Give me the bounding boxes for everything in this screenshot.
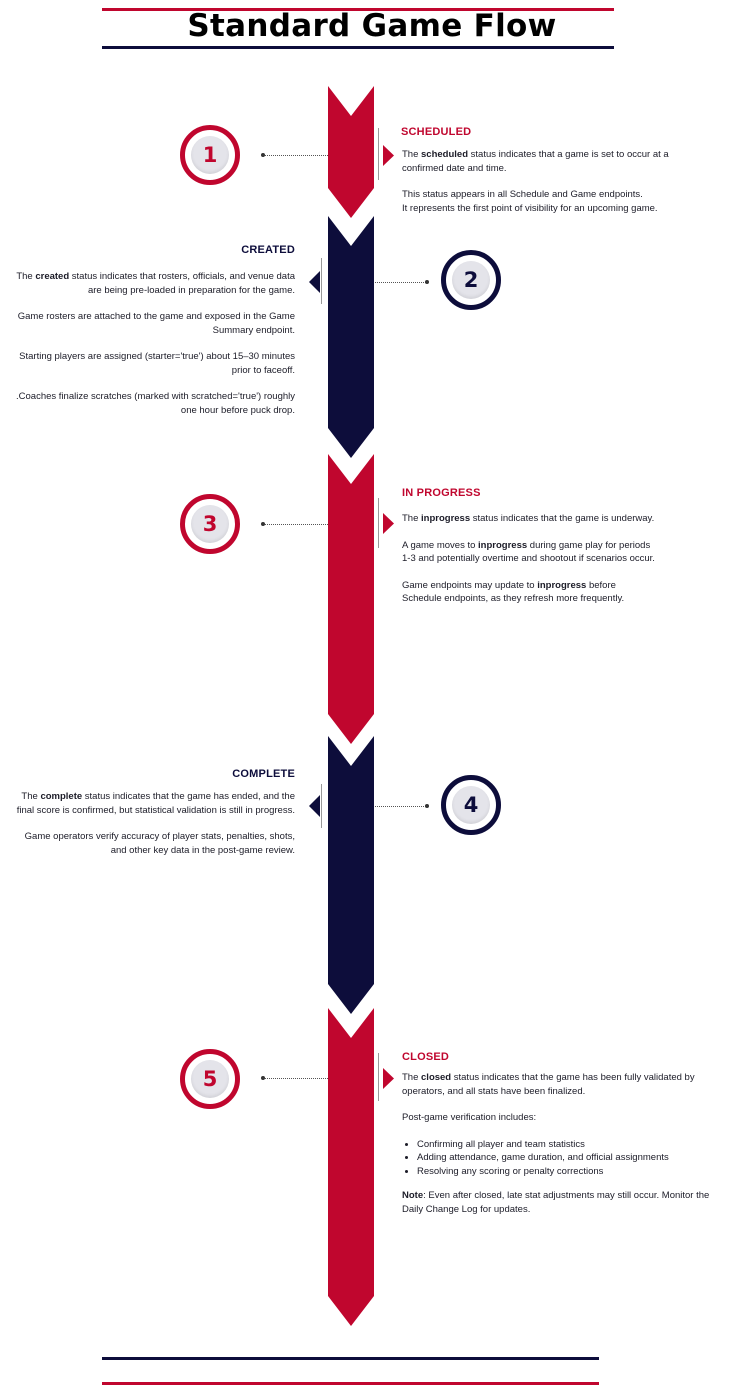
step-5-number: 5 bbox=[191, 1060, 229, 1098]
step-4-number: 4 bbox=[452, 786, 490, 824]
step-3-text-divider bbox=[378, 498, 379, 548]
step-2-paragraph-1: The created status indicates that rosters, officials, and venue data are being pre-loaded in preparation for the game. bbox=[16, 271, 295, 296]
step-1-paragraph-1: The scheduled status indicates that a game is set to occur at a confirmed date and time. bbox=[402, 149, 669, 174]
step-5-bullet-item: • Confirming all player and team statistics bbox=[417, 1138, 730, 1152]
step-4-description bbox=[8, 790, 295, 857]
step-2-heading: CREATED bbox=[241, 244, 295, 256]
step-5-bullet-item: • Adding attendance, game duration, and official assignments bbox=[417, 1151, 730, 1165]
timeline-segment-scheduled bbox=[328, 86, 374, 218]
step-2-connector-dot bbox=[425, 280, 429, 284]
step-2-paragraph-4: .Coaches finalize scratches (marked with scratched='true') roughly one hour before puck drop. bbox=[16, 391, 295, 416]
footer-top-rule bbox=[102, 1357, 599, 1360]
step-4-heading: COMPLETE bbox=[232, 768, 295, 780]
page-title: Standard Game Flow bbox=[187, 8, 557, 44]
step-5-heading: CLOSED bbox=[402, 1051, 450, 1063]
step-2-text-divider bbox=[321, 258, 322, 304]
step-2-connector-line bbox=[375, 282, 426, 283]
step-1-description bbox=[402, 148, 712, 215]
step-1-text-divider bbox=[378, 128, 379, 180]
step-4-pointer-icon bbox=[309, 795, 320, 817]
step-3-number-badge bbox=[180, 494, 240, 554]
step-4-number-badge bbox=[441, 775, 501, 835]
step-5-text-divider bbox=[378, 1053, 379, 1101]
step-1-pointer-icon bbox=[383, 145, 394, 166]
step-4-paragraph-1: The complete status indicates that the game has ended, and the final score is confirmed, but statistical validation is still in progress. bbox=[16, 791, 295, 816]
step-3-number: 3 bbox=[191, 505, 229, 543]
step-5-bullet-item: • Resolving any scoring or penalty corrections bbox=[417, 1165, 730, 1179]
step-3-description bbox=[402, 512, 657, 606]
step-3-paragraph-2: A game moves to inprogress during game play for periods 1-3 and potentially overtime and shootout if scenarios occur. bbox=[402, 539, 655, 564]
step-1-number-badge bbox=[180, 125, 240, 185]
step-2-paragraph-2: Game rosters are attached to the game and exposed in the Game Summary endpoint. bbox=[17, 311, 295, 336]
step-4-connector-dot bbox=[425, 804, 429, 808]
step-5-connector-line bbox=[265, 1078, 328, 1079]
step-5-bullet-list bbox=[402, 1138, 730, 1179]
step-5-number-badge bbox=[180, 1049, 240, 1109]
step-5-description bbox=[402, 1071, 730, 1216]
step-5-paragraph-1: The closed status indicates that the game has been fully validated by operators, and all stats have been finalized. bbox=[402, 1072, 695, 1097]
footer-bottom-rule bbox=[102, 1382, 599, 1385]
step-3-heading: IN PROGRESS bbox=[402, 487, 481, 499]
step-4-paragraph-2: Game operators verify accuracy of player stats, penalties, shots, and other key data in the post-game review. bbox=[24, 831, 295, 856]
step-2-number: 2 bbox=[452, 261, 490, 299]
step-3-paragraph-1: The inprogress status indicates that the game is underway. bbox=[402, 513, 655, 524]
step-1-number: 1 bbox=[191, 136, 229, 174]
step-2-number-badge bbox=[441, 250, 501, 310]
step-2-description bbox=[8, 270, 295, 417]
step-4-text-divider bbox=[321, 784, 322, 828]
timeline-segment-in-progress bbox=[328, 454, 374, 744]
step-4-connector-line bbox=[375, 806, 426, 807]
timeline-segment-closed bbox=[328, 1008, 374, 1326]
step-3-paragraph-3: Game endpoints may update to inprogress before Schedule endpoints, as they refresh more frequently. bbox=[402, 579, 625, 604]
step-5-paragraph-2: Post-game verification includes: bbox=[402, 1112, 537, 1123]
step-2-pointer-icon bbox=[309, 271, 320, 293]
step-1-heading: SCHEDULED bbox=[401, 126, 472, 138]
timeline-segment-complete bbox=[328, 736, 374, 1014]
step-3-pointer-icon bbox=[383, 513, 394, 534]
timeline-segment-created bbox=[328, 216, 374, 458]
step-5-pointer-icon bbox=[383, 1068, 394, 1089]
step-2-paragraph-3: Starting players are assigned (starter='true') about 15–30 minutes prior to faceoff. bbox=[19, 351, 295, 376]
step-1-connector-line bbox=[265, 155, 328, 156]
step-1-paragraph-2: This status appears in all Schedule and Game endpoints. It represents the first point of visibility for an upcoming game. bbox=[402, 189, 658, 214]
step-5-note: Note: Even after closed, late stat adjustments may still occur. Monitor the Daily Change Log for updates. bbox=[402, 1190, 710, 1215]
step-3-connector-line bbox=[265, 524, 328, 525]
